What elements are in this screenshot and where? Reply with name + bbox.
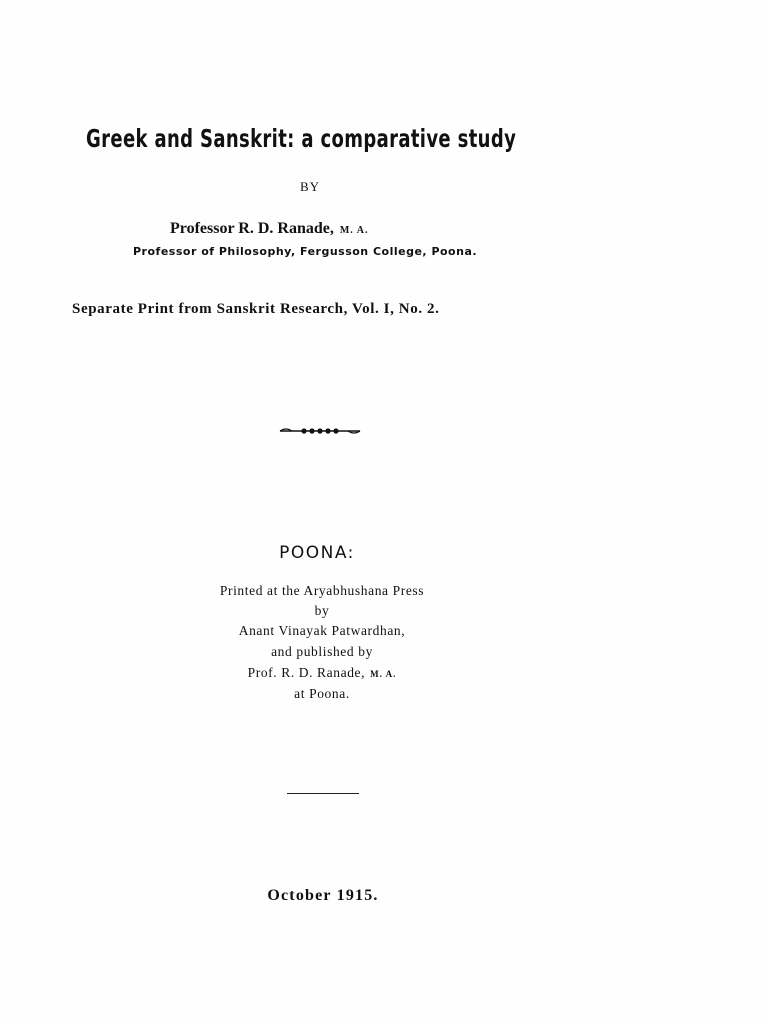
imprint-line-6: at Poona. bbox=[294, 686, 350, 701]
ornament-divider-icon bbox=[278, 424, 362, 438]
author-affiliation: Professor of Philosophy, Fergusson College, Poona. bbox=[133, 245, 478, 258]
imprint-line-4: and published by bbox=[271, 644, 373, 659]
imprint-line-1: Printed at the Aryabhushana Press bbox=[219, 583, 425, 598]
publisher-name: Prof. R. D. Ranade, bbox=[247, 665, 366, 680]
author-degree: M. A. bbox=[339, 225, 369, 236]
publication-date: October 1915. bbox=[267, 887, 379, 904]
separate-print-note: Separate Print from Sanskrit Research, Vol. I, No. 2. bbox=[72, 301, 440, 317]
imprint-line-2: by bbox=[314, 603, 330, 618]
horizontal-rule bbox=[287, 793, 359, 794]
imprint-line-3: Anant Vinayak Patwardhan, bbox=[238, 623, 406, 638]
imprint-line-5 bbox=[0, 666, 644, 680]
document-title: Greek and Sanskrit: a comparative study bbox=[86, 124, 517, 153]
by-line: BY bbox=[299, 179, 321, 194]
author-line bbox=[170, 221, 368, 237]
author-name: Professor R. D. Ranade, bbox=[170, 220, 334, 237]
imprint-place: POONA: bbox=[279, 543, 355, 563]
publisher-degree: M. A. bbox=[370, 669, 397, 679]
